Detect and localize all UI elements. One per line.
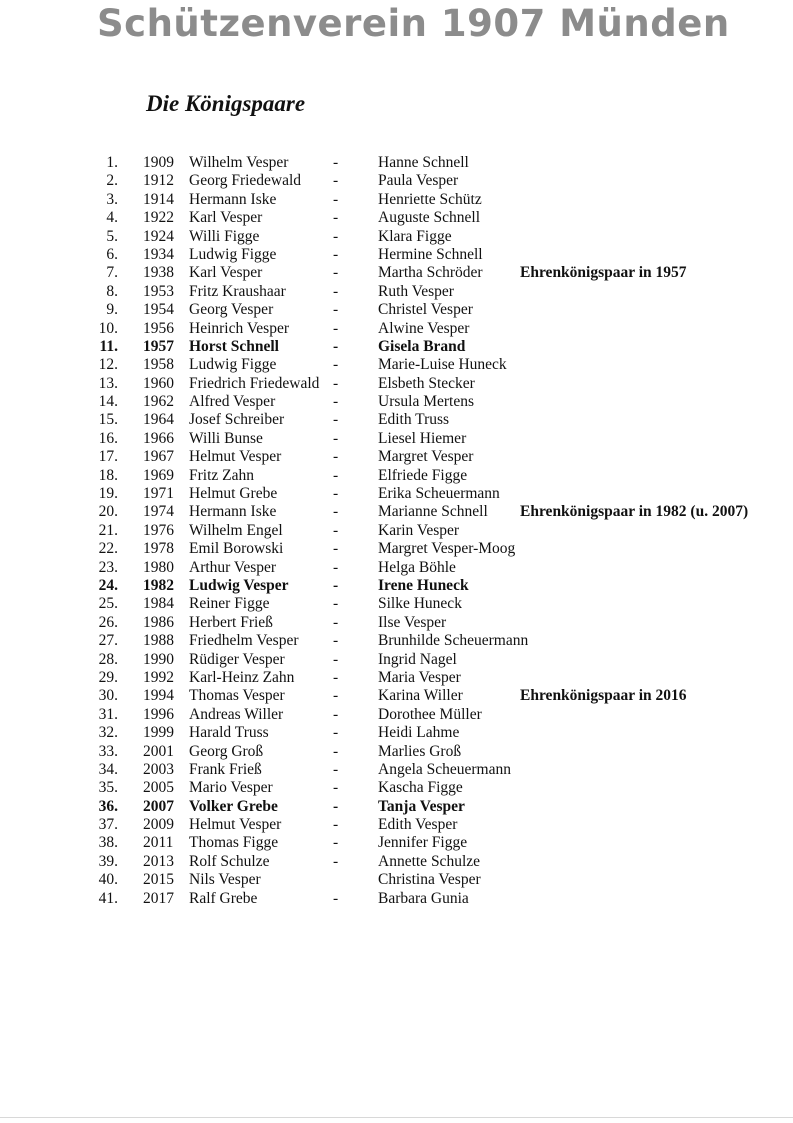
entry-king: Helmut Grebe bbox=[189, 485, 278, 503]
entry-number: 14. bbox=[98, 393, 118, 411]
entry-year: 1999 bbox=[143, 724, 174, 742]
entry-queen: Edith Truss bbox=[378, 411, 450, 429]
entry-number: 17. bbox=[98, 448, 118, 466]
list-item bbox=[0, 338, 793, 356]
entry-king: Volker Grebe bbox=[189, 797, 278, 815]
entry-year: 2013 bbox=[143, 852, 174, 870]
list-item bbox=[0, 485, 793, 503]
entry-queen: Jennifer Figge bbox=[378, 834, 468, 852]
list-item bbox=[0, 172, 793, 190]
list-item bbox=[0, 191, 793, 209]
list-item bbox=[0, 375, 793, 393]
entry-year: 1924 bbox=[143, 227, 174, 245]
entry-note: Ehrenkönigspaar in 1957 bbox=[520, 264, 687, 282]
list-item bbox=[0, 356, 793, 374]
page-bottom-divider bbox=[0, 1117, 793, 1118]
entry-queen: Paula Vesper bbox=[378, 172, 459, 190]
list-item bbox=[0, 834, 793, 852]
entry-year: 1986 bbox=[143, 613, 174, 631]
section-title: Die Königspaare bbox=[146, 91, 306, 116]
entry-dash: - bbox=[333, 374, 339, 392]
entry-dash: - bbox=[333, 264, 339, 282]
entry-year: 1914 bbox=[143, 190, 174, 208]
entry-year: 1922 bbox=[143, 209, 174, 227]
entry-queen: Auguste Schnell bbox=[378, 209, 481, 227]
entry-number: 16. bbox=[98, 429, 118, 447]
entry-queen: Dorothee Müller bbox=[378, 705, 482, 723]
entry-number: 22. bbox=[98, 540, 118, 558]
entry-king: Wilhelm Engel bbox=[189, 521, 283, 539]
entry-queen: Hanne Schnell bbox=[378, 154, 469, 171]
entry-year: 1954 bbox=[143, 301, 174, 319]
entry-king: Fritz Zahn bbox=[189, 466, 254, 484]
entry-number: 7. bbox=[106, 264, 118, 282]
entry-queen: Hermine Schnell bbox=[378, 245, 483, 263]
entry-king: Willi Figge bbox=[189, 227, 260, 245]
entry-king: Harald Truss bbox=[189, 724, 269, 742]
entry-king: Alfred Vesper bbox=[189, 393, 276, 411]
entry-number: 28. bbox=[98, 650, 118, 668]
entry-dash: - bbox=[333, 779, 339, 797]
entry-number: 2. bbox=[106, 172, 118, 190]
entry-dash: - bbox=[333, 816, 339, 834]
list-item bbox=[0, 411, 793, 429]
list-item bbox=[0, 761, 793, 779]
entry-queen: Angela Scheuermann bbox=[378, 760, 511, 778]
list-item bbox=[0, 669, 793, 687]
entry-dash: - bbox=[333, 687, 339, 705]
entry-queen: Marlies Groß bbox=[378, 742, 462, 760]
entry-number: 8. bbox=[106, 282, 118, 300]
entry-number: 13. bbox=[98, 374, 118, 392]
entry-number: 23. bbox=[98, 558, 118, 576]
entry-king: Rüdiger Vesper bbox=[189, 650, 285, 668]
entry-queen: Christel Vesper bbox=[378, 301, 473, 319]
list-item bbox=[0, 522, 793, 540]
entry-king: Josef Schreiber bbox=[189, 411, 285, 429]
entry-dash: - bbox=[333, 724, 339, 742]
list-item bbox=[0, 430, 793, 448]
entry-number: 21. bbox=[98, 521, 118, 539]
entry-number: 11. bbox=[99, 337, 118, 355]
entry-year: 1934 bbox=[143, 245, 174, 263]
entry-number: 29. bbox=[98, 668, 118, 686]
entry-year: 1988 bbox=[143, 632, 174, 650]
entry-king: Willi Bunse bbox=[189, 429, 263, 447]
list-item bbox=[0, 448, 793, 466]
list-item bbox=[0, 503, 793, 521]
entry-queen: Heidi Lahme bbox=[378, 724, 460, 742]
entry-queen: Kascha Figge bbox=[378, 779, 463, 797]
entry-queen: Ilse Vesper bbox=[378, 613, 447, 631]
entry-dash: - bbox=[333, 632, 339, 650]
entry-king: Helmut Vesper bbox=[189, 448, 282, 466]
entry-queen: Silke Huneck bbox=[378, 595, 462, 613]
entry-king: Rolf Schulze bbox=[189, 852, 270, 870]
entry-year: 1938 bbox=[143, 264, 174, 282]
list-item bbox=[0, 301, 793, 319]
entry-queen: Maria Vesper bbox=[378, 668, 461, 686]
entry-year: 1994 bbox=[143, 687, 174, 705]
entry-king: Karl Vesper bbox=[189, 264, 263, 282]
entry-queen: Marianne Schnell bbox=[378, 503, 488, 521]
list-item bbox=[0, 724, 793, 742]
entry-number: 3. bbox=[106, 190, 118, 208]
entry-year: 1958 bbox=[143, 356, 174, 374]
entry-king: Karl Vesper bbox=[189, 209, 263, 227]
entry-year: 1990 bbox=[143, 650, 174, 668]
entry-dash: - bbox=[333, 650, 339, 668]
entry-dash: - bbox=[333, 190, 339, 208]
entry-dash: - bbox=[333, 540, 339, 558]
list-item bbox=[0, 853, 793, 871]
entry-year: 1978 bbox=[143, 540, 174, 558]
list-item bbox=[0, 540, 793, 558]
list-item bbox=[0, 779, 793, 797]
list-item bbox=[0, 264, 793, 282]
entry-number: 35. bbox=[98, 779, 118, 797]
entry-king: Ludwig Figge bbox=[189, 245, 277, 263]
list-item bbox=[0, 393, 793, 411]
list-item bbox=[0, 816, 793, 834]
entry-dash: - bbox=[333, 521, 339, 539]
entry-queen: Margret Vesper bbox=[378, 448, 474, 466]
entry-king: Horst Schnell bbox=[189, 337, 279, 355]
entry-dash: - bbox=[333, 429, 339, 447]
entry-number: 19. bbox=[98, 485, 118, 503]
entry-number: 40. bbox=[98, 871, 118, 889]
entry-year: 1974 bbox=[143, 503, 174, 521]
entry-dash: - bbox=[333, 466, 339, 484]
entry-number: 9. bbox=[106, 301, 118, 319]
entry-dash: - bbox=[333, 337, 339, 355]
entry-king: Georg Vesper bbox=[189, 301, 274, 319]
entry-dash: - bbox=[333, 245, 339, 263]
entry-year: 1996 bbox=[143, 705, 174, 723]
entry-year: 1967 bbox=[143, 448, 174, 466]
entry-number: 10. bbox=[98, 319, 118, 337]
entry-number: 6. bbox=[106, 245, 118, 263]
entry-dash: - bbox=[333, 576, 339, 594]
entry-note: Ehrenkönigspaar in 1982 (u. 2007) bbox=[520, 503, 749, 521]
entry-year: 2005 bbox=[143, 779, 174, 797]
entry-year: 1966 bbox=[143, 429, 174, 447]
entry-queen: Martha Schröder bbox=[378, 264, 483, 282]
entry-king: Ludwig Vesper bbox=[189, 576, 289, 594]
list-item bbox=[0, 595, 793, 613]
entry-year: 1953 bbox=[143, 282, 174, 300]
entry-number: 30. bbox=[98, 687, 118, 705]
entry-queen: Edith Vesper bbox=[378, 816, 458, 834]
entry-dash: - bbox=[333, 503, 339, 521]
entry-year: 2011 bbox=[143, 834, 174, 852]
entry-dash: - bbox=[333, 852, 339, 870]
entry-king: Herbert Frieß bbox=[189, 613, 273, 631]
list-item bbox=[0, 154, 793, 172]
entry-dash: - bbox=[333, 760, 339, 778]
entry-king: Heinrich Vesper bbox=[189, 319, 290, 337]
entry-number: 15. bbox=[98, 411, 118, 429]
list-item bbox=[0, 559, 793, 577]
list-item bbox=[0, 283, 793, 301]
entry-dash: - bbox=[333, 172, 339, 190]
entry-king: Friedrich Friedewald bbox=[189, 374, 320, 392]
entry-queen: Margret Vesper-Moog bbox=[378, 540, 516, 558]
royal-couples-list bbox=[0, 154, 793, 908]
entry-queen: Marie-Luise Huneck bbox=[378, 356, 507, 374]
entry-queen: Annette Schulze bbox=[378, 852, 481, 870]
entry-dash: - bbox=[333, 227, 339, 245]
entry-dash: - bbox=[333, 742, 339, 760]
entry-number: 26. bbox=[98, 613, 118, 631]
entry-year: 1982 bbox=[143, 576, 174, 594]
entry-dash: - bbox=[333, 613, 339, 631]
entry-queen: Elfriede Figge bbox=[378, 466, 468, 484]
entry-number: 37. bbox=[98, 816, 118, 834]
entry-king: Mario Vesper bbox=[189, 779, 273, 797]
entry-number: 27. bbox=[98, 632, 118, 650]
entry-number: 38. bbox=[98, 834, 118, 852]
club-title: Schützenverein 1907 Münden bbox=[97, 2, 730, 45]
entry-year: 1971 bbox=[143, 485, 174, 503]
entry-queen: Brunhilde Scheuermann bbox=[378, 632, 529, 650]
entry-dash: - bbox=[333, 485, 339, 503]
entry-year: 2017 bbox=[143, 889, 174, 907]
entry-dash: - bbox=[333, 411, 339, 429]
list-item bbox=[0, 651, 793, 669]
entry-dash: - bbox=[333, 319, 339, 337]
entry-queen: Ingrid Nagel bbox=[378, 650, 457, 668]
entry-dash: - bbox=[333, 558, 339, 576]
entry-year: 2003 bbox=[143, 760, 174, 778]
entry-year: 2009 bbox=[143, 816, 174, 834]
entry-king: Friedhelm Vesper bbox=[189, 632, 299, 650]
entry-year: 2001 bbox=[143, 742, 174, 760]
list-item bbox=[0, 687, 793, 705]
entry-queen: Klara Figge bbox=[378, 227, 452, 245]
entry-number: 4. bbox=[106, 209, 118, 227]
entry-year: 1976 bbox=[143, 521, 174, 539]
entry-king: Fritz Kraushaar bbox=[189, 282, 286, 300]
entry-year: 1980 bbox=[143, 558, 174, 576]
entry-king: Hermann Iske bbox=[189, 503, 277, 521]
entry-dash: - bbox=[333, 705, 339, 723]
entry-year: 1992 bbox=[143, 668, 174, 686]
entry-queen: Henriette Schütz bbox=[378, 190, 482, 208]
entry-number: 25. bbox=[98, 595, 118, 613]
entry-queen: Liesel Hiemer bbox=[378, 429, 467, 447]
entry-dash: - bbox=[333, 301, 339, 319]
entry-number: 20. bbox=[98, 503, 118, 521]
entry-number: 1. bbox=[106, 154, 118, 171]
list-item bbox=[0, 320, 793, 338]
entry-queen: Barbara Gunia bbox=[378, 889, 469, 907]
entry-queen: Tanja Vesper bbox=[378, 797, 465, 815]
list-item bbox=[0, 467, 793, 485]
entry-number: 18. bbox=[98, 466, 118, 484]
list-item bbox=[0, 706, 793, 724]
entry-number: 33. bbox=[98, 742, 118, 760]
entry-number: 41. bbox=[98, 889, 118, 907]
entry-queen: Alwine Vesper bbox=[378, 319, 470, 337]
entry-dash: - bbox=[333, 668, 339, 686]
entry-queen: Ursula Mertens bbox=[378, 393, 474, 411]
entry-number: 31. bbox=[98, 705, 118, 723]
entry-dash: - bbox=[333, 448, 339, 466]
entry-year: 1956 bbox=[143, 319, 174, 337]
list-item bbox=[0, 228, 793, 246]
list-item bbox=[0, 209, 793, 227]
entry-queen: Karin Vesper bbox=[378, 521, 460, 539]
entry-year: 1984 bbox=[143, 595, 174, 613]
entry-king: Nils Vesper bbox=[189, 871, 261, 889]
entry-dash: - bbox=[333, 154, 339, 171]
entry-year: 1909 bbox=[143, 154, 174, 171]
list-item bbox=[0, 798, 793, 816]
list-item bbox=[0, 246, 793, 264]
entry-king: Hermann Iske bbox=[189, 190, 277, 208]
entry-year: 1964 bbox=[143, 411, 174, 429]
entry-dash: - bbox=[333, 393, 339, 411]
entry-king: Georg Groß bbox=[189, 742, 264, 760]
list-item bbox=[0, 614, 793, 632]
entry-dash: - bbox=[333, 282, 339, 300]
entry-number: 32. bbox=[98, 724, 118, 742]
entry-queen: Erika Scheuermann bbox=[378, 485, 500, 503]
entry-dash: - bbox=[333, 797, 339, 815]
entry-queen: Gisela Brand bbox=[378, 337, 466, 355]
entry-king: Georg Friedewald bbox=[189, 172, 302, 190]
entry-dash: - bbox=[333, 595, 339, 613]
entry-number: 34. bbox=[98, 760, 118, 778]
entry-queen: Christina Vesper bbox=[378, 871, 481, 889]
entry-number: 12. bbox=[98, 356, 118, 374]
entry-year: 1960 bbox=[143, 374, 174, 392]
entry-king: Arthur Vesper bbox=[189, 558, 277, 576]
entry-dash: - bbox=[333, 209, 339, 227]
entry-year: 1969 bbox=[143, 466, 174, 484]
entry-dash: - bbox=[333, 356, 339, 374]
entry-king: Andreas Willer bbox=[189, 705, 284, 723]
entry-dash: - bbox=[333, 834, 339, 852]
entry-note: Ehrenkönigspaar in 2016 bbox=[520, 687, 687, 705]
list-item bbox=[0, 743, 793, 761]
entry-year: 2015 bbox=[143, 871, 174, 889]
entry-queen: Elsbeth Stecker bbox=[378, 374, 475, 392]
entry-year: 2007 bbox=[143, 797, 174, 815]
entry-dash: - bbox=[333, 889, 339, 907]
entry-year: 1962 bbox=[143, 393, 174, 411]
entry-year: 1957 bbox=[143, 337, 174, 355]
entry-queen: Helga Böhle bbox=[378, 558, 456, 576]
entry-king: Thomas Figge bbox=[189, 834, 279, 852]
entry-king: Ludwig Figge bbox=[189, 356, 277, 374]
entry-year: 1912 bbox=[143, 172, 174, 190]
entry-king: Thomas Vesper bbox=[189, 687, 285, 705]
entry-number: 24. bbox=[98, 576, 118, 594]
entry-queen: Ruth Vesper bbox=[378, 282, 454, 300]
entry-queen: Karina Willer bbox=[378, 687, 463, 705]
entry-number: 36. bbox=[98, 797, 118, 815]
entry-king: Reiner Figge bbox=[189, 595, 270, 613]
entry-number: 5. bbox=[106, 227, 118, 245]
entry-king: Ralf Grebe bbox=[189, 889, 258, 907]
entry-number: 39. bbox=[98, 852, 118, 870]
list-item bbox=[0, 577, 793, 595]
entry-queen: Irene Huneck bbox=[378, 576, 469, 594]
entry-king: Emil Borowski bbox=[189, 540, 284, 558]
entry-king: Frank Frieß bbox=[189, 760, 262, 778]
list-item bbox=[0, 890, 793, 908]
list-item bbox=[0, 871, 793, 889]
entry-king: Helmut Vesper bbox=[189, 816, 282, 834]
list-item bbox=[0, 632, 793, 650]
entry-king: Wilhelm Vesper bbox=[189, 154, 289, 171]
entry-king: Karl-Heinz Zahn bbox=[189, 668, 295, 686]
